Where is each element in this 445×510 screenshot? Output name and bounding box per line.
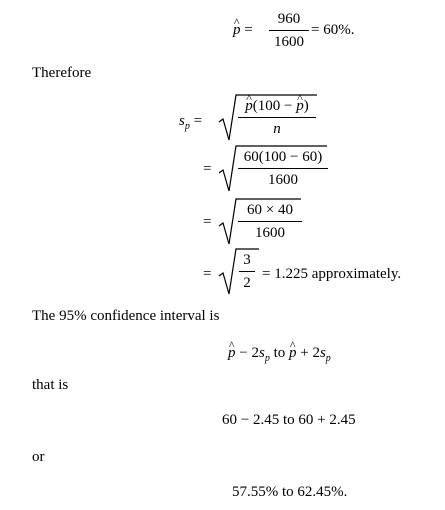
text-ci-intro: The 95% confidence interval is — [32, 308, 220, 324]
eq3-numerator: 60(100 − 60) — [243, 149, 323, 165]
eq1-fraction — [269, 11, 309, 51]
interval-percent: 57.55% to 62.45%. — [232, 484, 348, 500]
eq3-equals: = — [203, 161, 212, 177]
eq1-numerator: 960 — [277, 11, 301, 27]
eq5-denominator: 2 — [239, 271, 255, 292]
eq5-result: = 1.225 approximately. — [262, 266, 402, 282]
eq1-lhs: ^ p = — [233, 23, 253, 38]
eq5-sqrt — [219, 248, 261, 296]
text-that-is: that is — [32, 377, 69, 393]
eq3-fraction — [238, 149, 328, 189]
eq4-sqrt — [219, 198, 303, 246]
eq4-numerator: 60 × 40 — [247, 202, 293, 218]
eq4-equals: = — [203, 214, 212, 230]
p-hat-symbol: ^ p — [233, 23, 241, 38]
eq4-fraction — [238, 202, 302, 242]
eq3-denominator: 1600 — [238, 168, 328, 189]
text-therefore: Therefore — [32, 65, 92, 81]
eq2-denominator: n — [238, 117, 316, 138]
eq3-sqrt — [219, 145, 329, 193]
eq4-denominator: 1600 — [238, 221, 302, 242]
text-or: or — [32, 449, 45, 465]
eq2-fraction — [238, 98, 316, 138]
interval-expression: ^ $p - 2s_p$ to ^ $p + 2s_p$ — [228, 346, 331, 364]
eq1-result: = 60%. — [311, 22, 355, 38]
interval-numeric: 60 − 2.45 to 60 + 2.45 — [222, 412, 356, 428]
eq5-numerator: 3 — [243, 252, 251, 268]
eq5-fraction — [239, 252, 255, 292]
eq2-lhs: $s_p$ = — [179, 113, 203, 132]
eq1-denominator: 1600 — [269, 30, 309, 51]
eq5-equals: = — [203, 266, 212, 282]
eq2-numerator: ^ p(100 − ^ p) — [238, 98, 316, 117]
eq2-sqrt — [219, 94, 319, 142]
